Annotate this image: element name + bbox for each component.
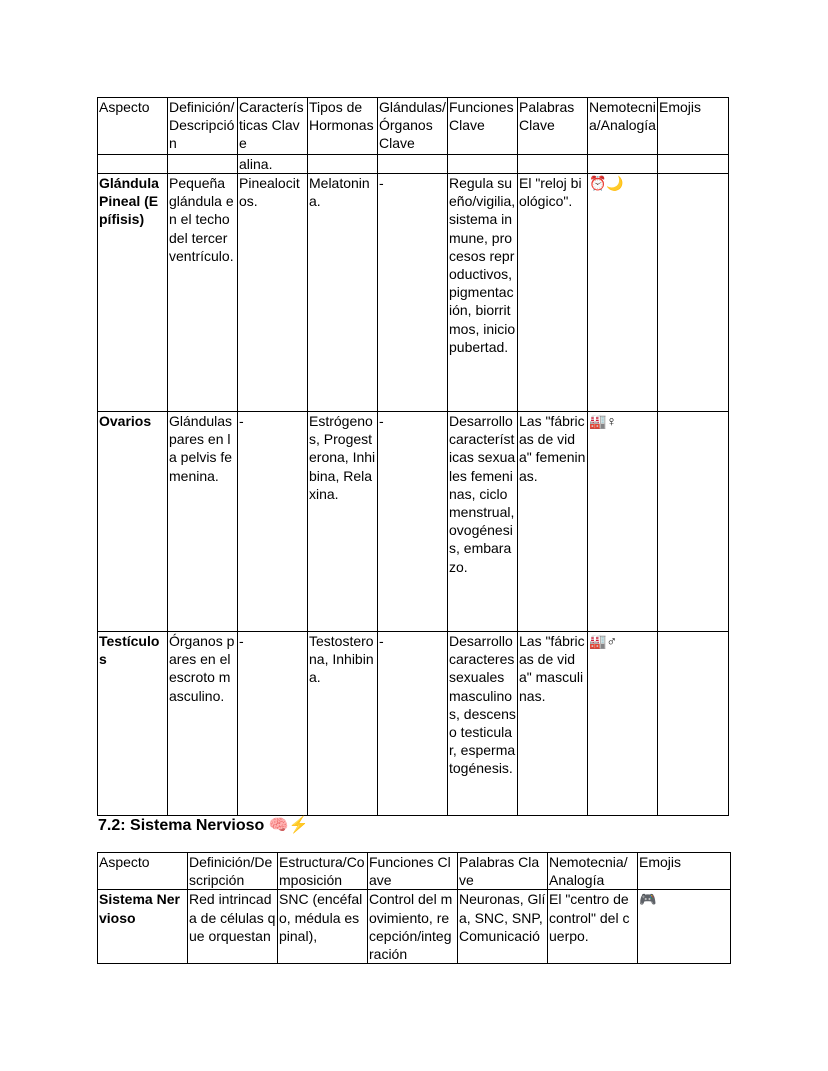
table-cell: alina. [238, 155, 308, 174]
header-cell: Emojis [658, 98, 729, 155]
header-cell: Palabras Clave [458, 853, 548, 890]
row-aspect: Sistema Nervioso [98, 890, 188, 964]
row-aspect: Ovarios [98, 412, 168, 632]
table-cell [448, 155, 518, 174]
table-cell [98, 155, 168, 174]
table-header-row [98, 98, 729, 155]
row-keywords: Neuronas, Glía, SNC, SNP, Comunicació [458, 890, 548, 964]
factory-female-icon: 🏭♀ [588, 412, 658, 632]
row-glands: - [378, 174, 448, 412]
row-hormones: Testosterona, Inhibina. [308, 632, 378, 816]
header-cell: Aspecto [98, 98, 168, 155]
row-functions: Desarrollo caracteres sexuales masculinos, descenso testicular, espermatogénesis. [448, 632, 518, 816]
row-aspect: Glándula Pineal (Epífisis) [98, 174, 168, 412]
row-emojis [658, 174, 729, 412]
row-characteristics: - [238, 632, 308, 816]
row-definition: Pequeña glándula en el techo del tercer ventrículo. [168, 174, 238, 412]
header-cell: Características Clave [238, 98, 308, 155]
row-functions: Regula sueño/vigilia, sistema inmune, procesos reproductivos, pigmentación, biorritmos, inicio pubertad. [448, 174, 518, 412]
header-cell: Nemotecnia/Analogía [548, 853, 638, 890]
row-functions: Desarrollo características sexuales femeninas, ciclo menstrual, ovogénesis, embarazo. [448, 412, 518, 632]
row-definition: Órganos pares en el escroto masculino. [168, 632, 238, 816]
game-controller-icon: 🎮 [638, 890, 731, 964]
row-definition: Red intrincada de células que orquestan [188, 890, 278, 964]
table-row [98, 632, 729, 816]
header-cell: Emojis [638, 853, 731, 890]
row-structure: SNC (encéfalo, médula espinal), [278, 890, 368, 964]
header-cell: Palabras Clave [518, 98, 588, 155]
row-emojis [658, 632, 729, 816]
row-emojis [658, 412, 729, 632]
row-glands: - [378, 632, 448, 816]
endocrine-table [97, 97, 729, 816]
clock-moon-icon: ⏰🌙 [588, 174, 658, 412]
row-mnemonic: El "centro de control" del cuerpo. [548, 890, 638, 964]
row-keywords: Las "fábricas de vida" masculinas. [518, 632, 588, 816]
header-cell: Estructura/Composición [278, 853, 368, 890]
header-cell: Glándulas/Órganos Clave [378, 98, 448, 155]
table-cell [588, 155, 658, 174]
table-row [98, 890, 731, 964]
header-cell: Aspecto [98, 853, 188, 890]
factory-male-icon: 🏭♂ [588, 632, 658, 816]
nervous-system-table [97, 852, 731, 964]
row-hormones: Estrógenos, Progesterona, Inhibina, Relaxina. [308, 412, 378, 632]
row-functions: Control del movimiento, recepción/integración [368, 890, 458, 964]
header-cell: Definición/Descripción [168, 98, 238, 155]
row-keywords: Las "fábricas de vida" femeninas. [518, 412, 588, 632]
header-cell: Tipos de Hormonas [308, 98, 378, 155]
table-cell [168, 155, 238, 174]
row-aspect: Testículos [98, 632, 168, 816]
table-header-row [98, 853, 731, 890]
table-row [98, 412, 729, 632]
section-heading: 7.2: Sistema Nervioso 🧠⚡ [98, 817, 309, 834]
header-cell: Funciones Clave [448, 98, 518, 155]
row-glands: - [378, 412, 448, 632]
table-row [98, 174, 729, 412]
row-keywords: El "reloj biológico". [518, 174, 588, 412]
table-cell [308, 155, 378, 174]
header-cell: Funciones Clave [368, 853, 458, 890]
row-hormones: Melatonina. [308, 174, 378, 412]
row-definition: Glándulas pares en la pelvis femenina. [168, 412, 238, 632]
table-cell [518, 155, 588, 174]
row-characteristics: - [238, 412, 308, 632]
row-characteristics: Pinealocitos. [238, 174, 308, 412]
table-cell [378, 155, 448, 174]
header-cell: Definición/Descripción [188, 853, 278, 890]
header-cell: Nemotecnia/Analogía [588, 98, 658, 155]
table-row-continued [98, 155, 729, 174]
table-cell [658, 155, 729, 174]
